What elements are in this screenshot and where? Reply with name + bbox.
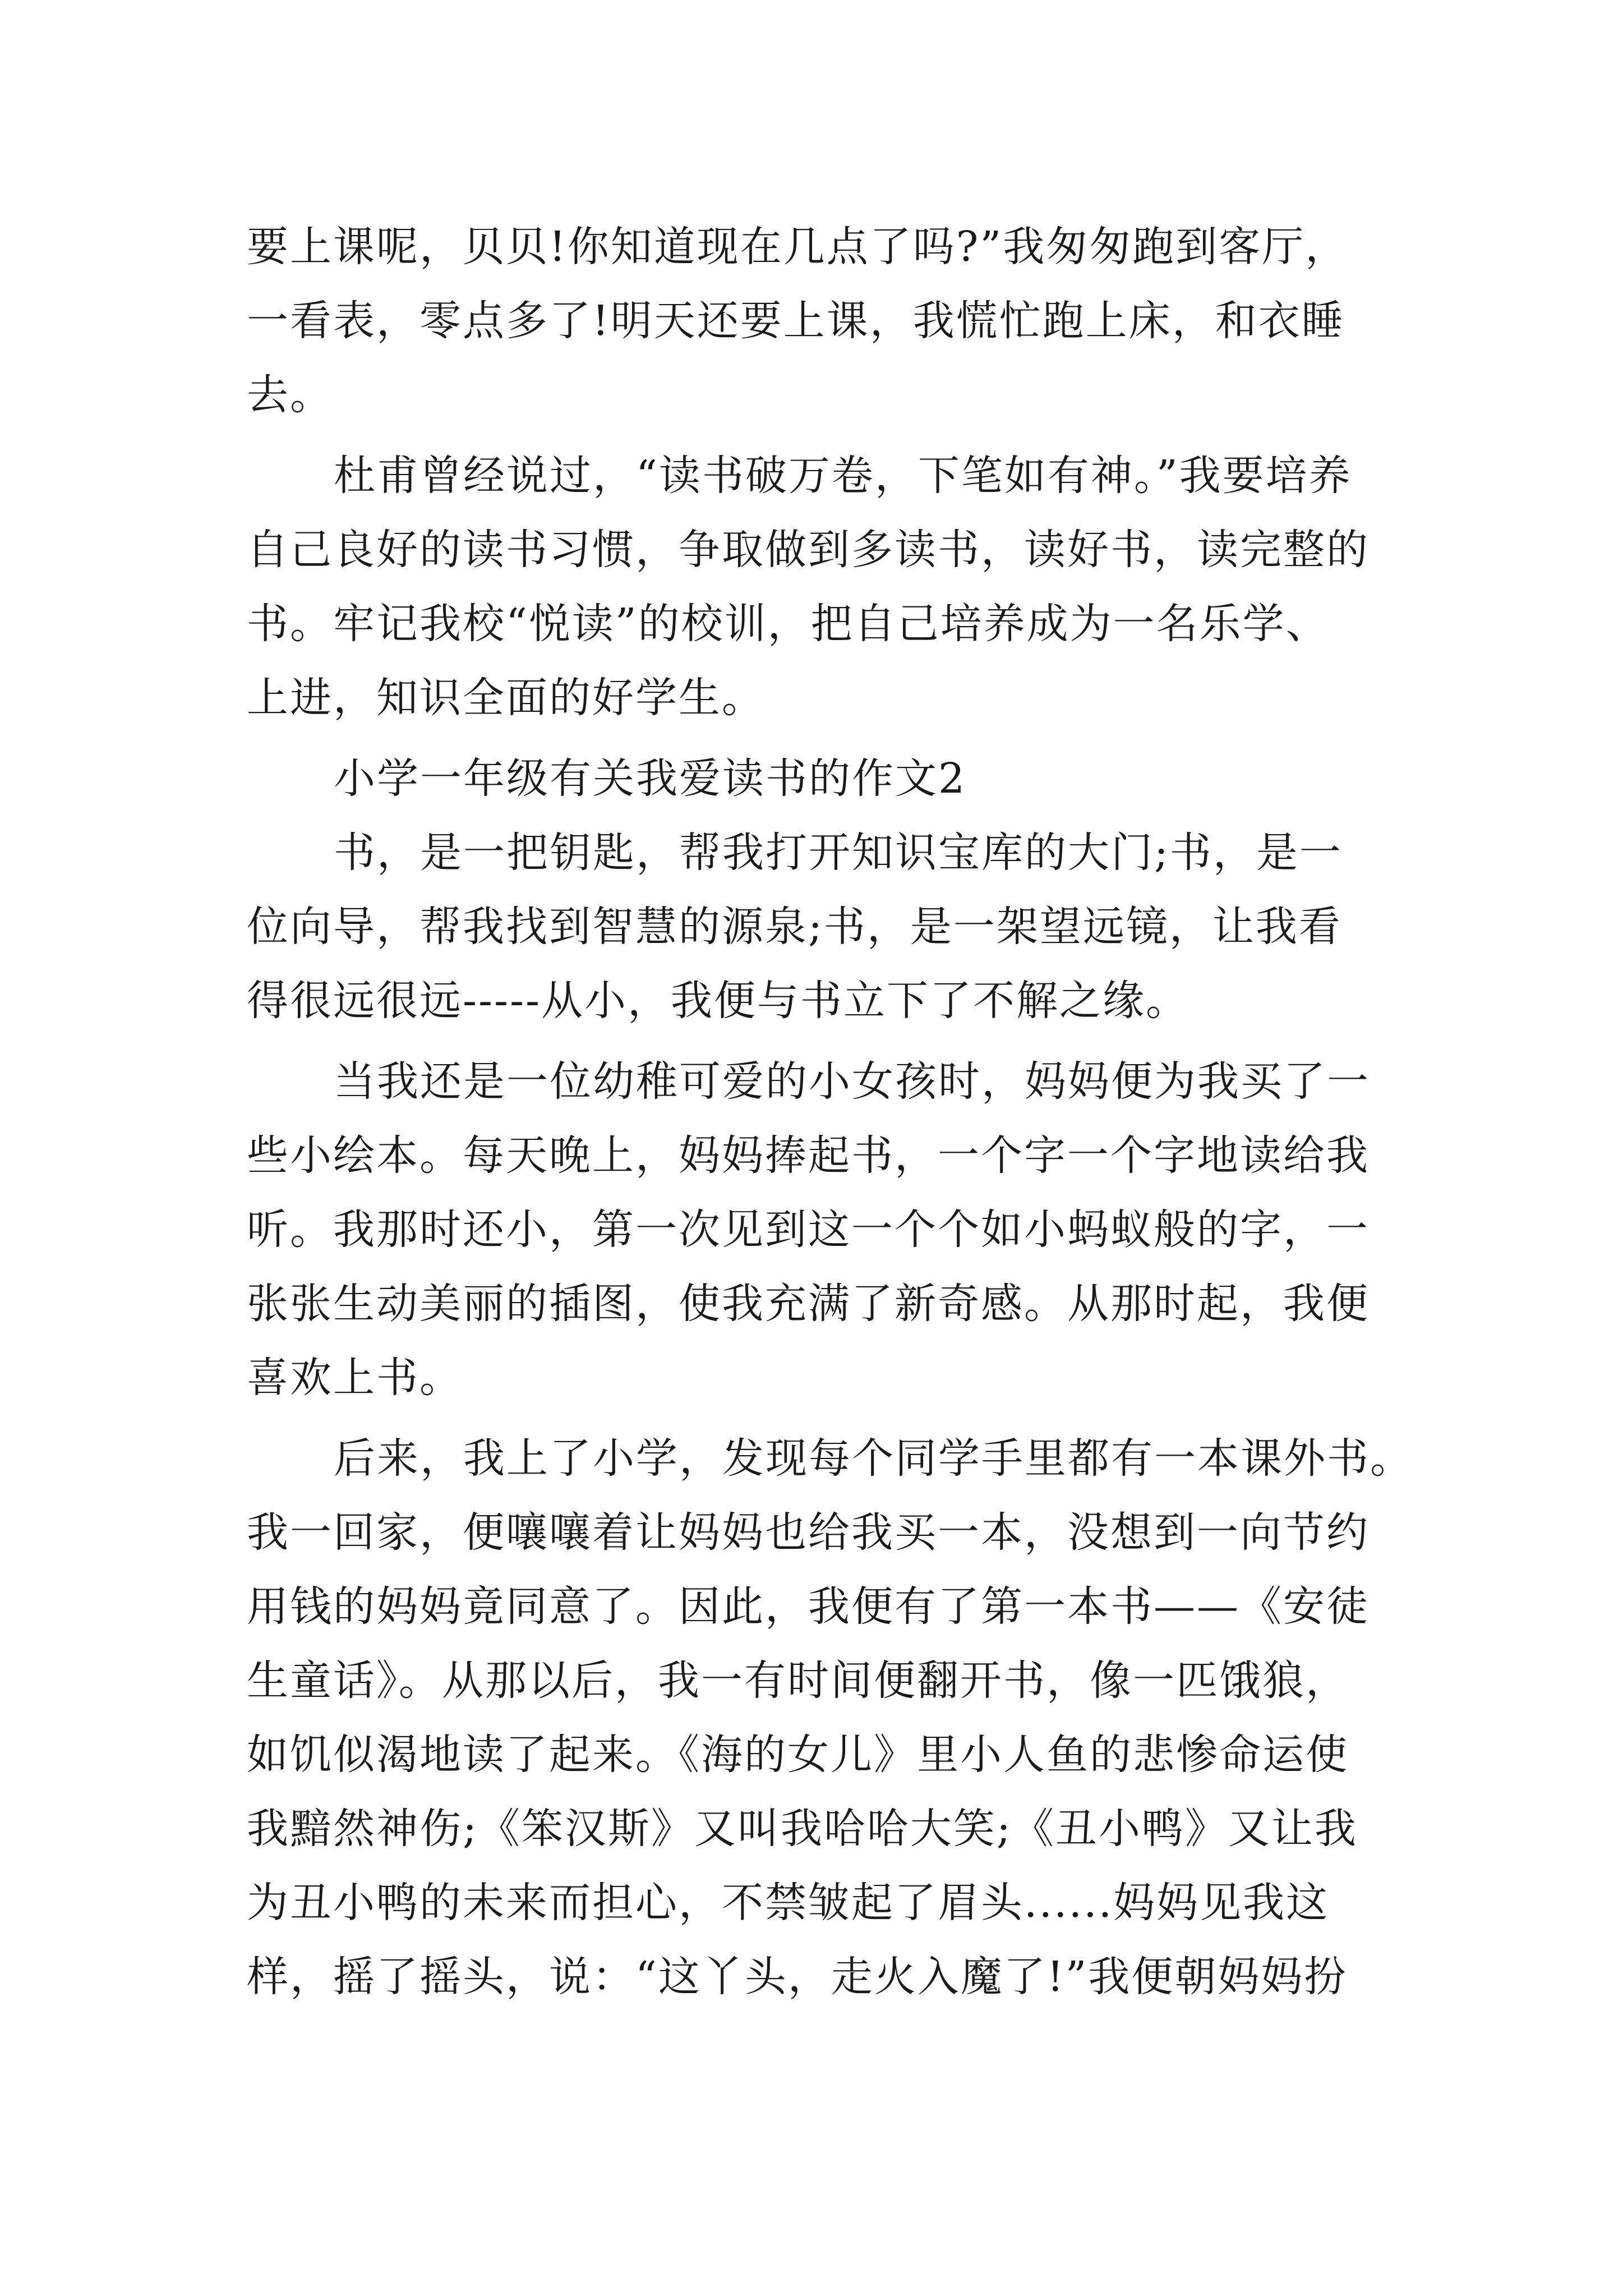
text-line: 听。我那时还小，第一次见到这一个个如小蚂蚁般的字，一: [247, 1205, 1370, 1254]
text-line: 如饥似渴地读了起来。《海的女儿》里小人鱼的悲惨命运使: [247, 1731, 1349, 1779]
text-line: 书，是一把钥匙，帮我打开知识宝库的大门;书，是一: [334, 829, 1343, 877]
text-line: 一看表，零点多了!明天还要上课，我慌忙跑上床，和衣睡: [247, 297, 1345, 345]
section-heading: 小学一年级有关我爱读书的作文2: [334, 754, 967, 803]
text-line: 张张生动美丽的插图，使我充满了新奇感。从那时起，我便: [247, 1280, 1370, 1328]
text-line: 当我还是一位幼稚可爱的小女孩时，妈妈便为我买了一: [334, 1057, 1370, 1106]
text-line: 为丑小鸭的未来而担心，不禁皱起了眉头......妈妈见我这: [247, 1879, 1330, 1927]
text-line: 得很远很远-----从小，我便与书立下了不解之缘。: [247, 977, 1189, 1025]
text-line: 样，摇了摇头，说：“这丫头，走火入魔了!”我便朝妈妈扮: [247, 1953, 1348, 2001]
text-line: 去。: [247, 371, 333, 419]
text-line: 书。牢记我校“悦读”的校训，把自己培养成为一名乐学、: [247, 600, 1329, 648]
text-line: 生童话》。从那以后，我一有时间便翻开书，像一匹饿狼，: [247, 1657, 1349, 1705]
text-line: 我黯然神伤;《笨汉斯》又叫我哈哈大笑;《丑小鸭》又让我: [247, 1805, 1358, 1853]
text-line: 些小绘本。每天晚上，妈妈捧起书，一个字一个字地读给我: [247, 1131, 1370, 1180]
text-line: 位向导，帮我找到智慧的源泉;书，是一架望远镜，让我看: [247, 903, 1342, 951]
text-line: 自己良好的读书习惯，争取做到多读书，读好书，读完整的: [247, 526, 1370, 574]
text-line: 用钱的妈妈竟同意了。因此，我便有了第一本书——《安徒: [247, 1582, 1370, 1631]
text-line: 后来，我上了小学，发现每个同学手里都有一本课外书。: [334, 1434, 1413, 1483]
text-line: 我一回家，便嚷嚷着让妈妈也给我买一本，没想到一向节约: [247, 1508, 1370, 1557]
text-line: 杜甫曾经说过，“读书破万卷，下笔如有神。”我要培养: [334, 452, 1352, 500]
text-line: 上进，知识全面的好学生。: [247, 674, 765, 722]
text-line: 喜欢上书。: [247, 1354, 463, 1402]
text-line: 要上课呢，贝贝!你知道现在几点了吗?”我匆匆跑到客厅，: [247, 223, 1349, 271]
